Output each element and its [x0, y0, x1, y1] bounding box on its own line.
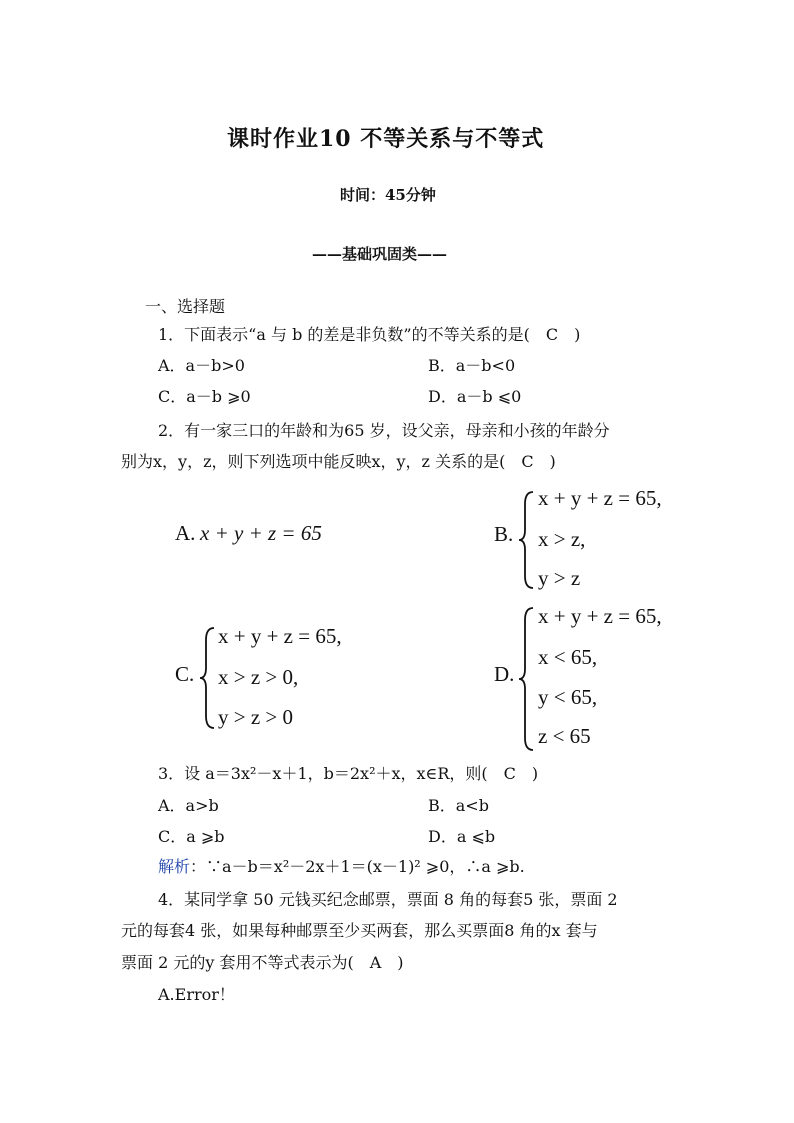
part-heading: 一、选择题 — [145, 297, 226, 316]
q2-option-a-expr: x + y + z = 65 — [200, 521, 322, 545]
q2-option-c-label: C. — [175, 662, 195, 686]
section-heading: ——基础巩固类—— — [312, 245, 448, 263]
q2-option-d-label: D. — [494, 662, 515, 686]
brace-b-icon — [516, 490, 538, 590]
q2-option-d-line1: x + y + z = 65, — [538, 604, 662, 628]
q1-option-d: D．a－b ⩽0 — [428, 387, 522, 406]
q2-option-d-line4: z < 65 — [538, 724, 591, 748]
brace-c-icon — [197, 626, 219, 730]
q4-line1: 4．某同学拿 50 元钱买纪念邮票，票面 8 角的每套5 张，票面 2 — [158, 890, 618, 909]
time-limit: 时间：45分钟 — [340, 186, 436, 204]
q2-option-b-label: B. — [494, 522, 514, 546]
q2-option-b-line3: y > z — [538, 566, 581, 590]
q2-stem-line1: 2．有一家三口的年龄和为65 岁，设父亲，母亲和小孩的年龄分 — [158, 421, 610, 440]
solution-text: ：∵a－b＝x²－2x＋1＝(x－1)² ⩾0，∴a ⩾b. — [190, 857, 525, 876]
q3-option-d: D．a ⩽b — [428, 827, 496, 846]
q2-option-d-line3: y < 65, — [538, 685, 598, 709]
solution-label: 解析 — [158, 857, 191, 876]
q1-option-a: A．a－b>0 — [158, 356, 245, 375]
page-title: 课时作业10 不等关系与不等式 — [227, 126, 545, 152]
q2-option-b-line2: x > z, — [538, 527, 586, 551]
q3-option-c: C．a ⩾b — [158, 827, 225, 846]
q4-line3: 票面 2 元的y 套用不等式表示为( A ) — [121, 953, 404, 972]
q4-option-a: A.Error！ — [158, 985, 235, 1004]
q3-option-a: A．a>b — [158, 796, 219, 815]
q3-solution — [158, 857, 525, 877]
q3-option-b: B．a<b — [428, 796, 489, 815]
q2-stem-line2: 别为x，y，z，则下列选项中能反映x，y，z 关系的是( C ) — [121, 452, 556, 471]
q3-stem: 3．设 a＝3x²－x＋1，b＝2x²＋x，x∈R，则( C ) — [158, 764, 539, 783]
q2-option-a-label: A. — [175, 521, 196, 545]
q2-option-c-line3: y > z > 0 — [218, 705, 294, 729]
brace-d-icon — [516, 606, 538, 752]
q1-option-b: B．a－b<0 — [428, 356, 516, 375]
q2-option-c-line2: x > z > 0, — [218, 665, 299, 689]
q4-line2: 元的每套4 张，如果每种邮票至少买两套，那么买票面8 角的x 套与 — [121, 921, 598, 940]
q2-option-b-line1: x + y + z = 65, — [538, 486, 662, 510]
q1-stem: 1．下面表示“a 与 b 的差是非负数”的不等关系的是( C ) — [158, 325, 581, 344]
q2-option-c-line1: x + y + z = 65, — [218, 624, 342, 648]
q1-option-c: C．a－b ⩾0 — [158, 387, 251, 406]
q2-option-d-line2: x < 65, — [538, 645, 598, 669]
